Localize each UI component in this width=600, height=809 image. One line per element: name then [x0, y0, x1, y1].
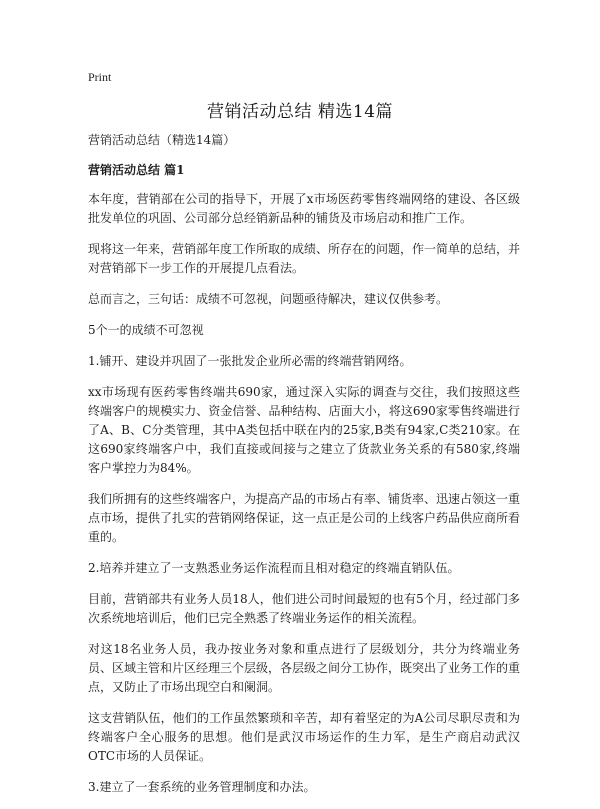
paragraph-levels: 对这18名业务人员，我办按业务对象和重点进行了层级划分，共分为终端业务员、区域主管和片区经理三个层级，各层级之间分工协作，既突出了业务工作的重点，又防止了市场出现空白和阑洞。	[88, 642, 521, 694]
paragraph-summary: 总而言之，三句话：成绩不可忽视，问题亟待解决，建议仅供参考。	[88, 292, 449, 306]
paragraph-team: 这支营销队伍，他们的工作虽然繁琐和辛苦，却有着坚定的为A公司尽职尽责和为终端客户全心服务的思想。他们是武汉市场运作的生力军，是生产商启动武汉OTC市场的人员保证。	[88, 711, 520, 763]
paragraph-clients: 我们所拥有的这些终端客户，为提高产品的市场占有率、铺货率、迅速占领这一重点市场，提供了扎实的营销网络保证，这一点正是公司的上线客户药品供应商所看重的。	[88, 492, 521, 544]
paragraph-intro: 本年度，营销部在公司的指导下，开展了x市场医药零售终端网络的建设、各区级批发单位的巩固、公司部分总经销新品种的铺货及市场启动和推广工作。	[88, 192, 520, 225]
paragraph-point-1: 1.铺开、建设并巩固了一张批发企业所必需的终端营销网络。	[88, 354, 412, 368]
document-subtitle: 营销活动总结（精选14篇）	[88, 133, 236, 147]
page-title: 营销活动总结 精选14篇	[206, 102, 394, 122]
print-label: Print	[88, 70, 112, 84]
section-heading: 营销活动总结 篇1	[88, 163, 185, 177]
paragraph-point-3: 3.建立了一套系统的业务管理制度和办法。	[88, 780, 316, 794]
document-body	[88, 131, 520, 809]
paragraph-market-details: xx市场现有医药零售终端共690家，通过深入实际的调查与交往，我们按照这些终端客户的规模实力、资金信誉、品种结构、店面大小，将这690家零售终端进行了A、B、C分类管理，其中A类包括中联在内的25家,B类有94家,C类210家。在这690家终端客户中，我们直接或间接与之建立了货款业务关系的有580家,终端客户掌控力为84%。	[88, 385, 520, 475]
paragraph-staff: 目前，营销部共有业务人员18人，他们进公司时间最短的也有5个月，经过部门多次系统地培训后，他们已完全熟悉了终端业务运作的相关流程。	[88, 592, 520, 625]
paragraph-subheading: 5个一的成绩不可忽视	[88, 323, 204, 337]
paragraph-point-2: 2.培养并建立了一支熟悉业务运作流程而且相对稳定的终端直销队伍。	[88, 561, 460, 575]
paragraph-plan: 现将这一年来，营销部年度工作所取的成绩、所存在的问题，作一简单的总结，并对营销部下一步工作的开展提几点看法。	[88, 242, 521, 275]
